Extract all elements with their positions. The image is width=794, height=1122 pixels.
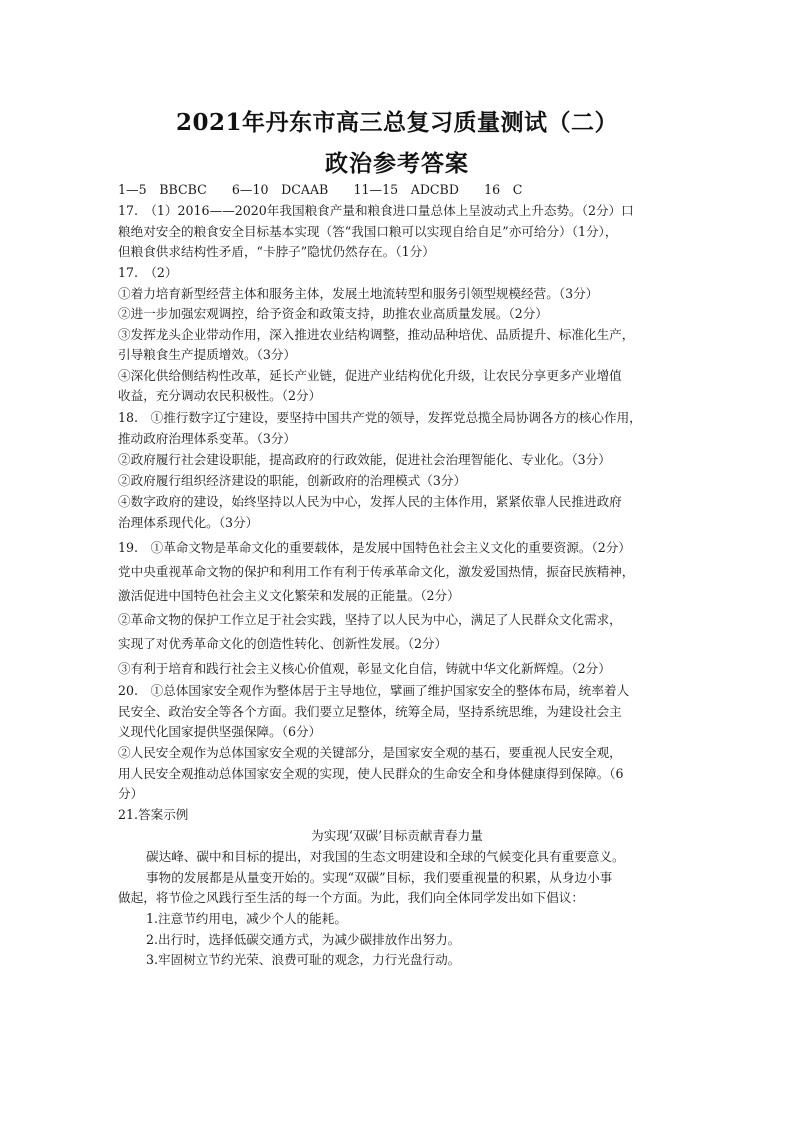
text-line: 21.答案示例 <box>118 807 189 822</box>
essay-item: 2.出行时，选择低碳交通方式，为减少碳排放作出努力。 <box>146 932 461 947</box>
text-line: 实现了对优秀革命文化的创造性转化、创新性发展。（2分） <box>118 636 448 651</box>
text-line: 但粮食供求结构性矛盾，“卡脖子”隐忧仍然存在。（1分） <box>118 244 435 259</box>
text-line: ②政府履行组织经济建设的职能，创新政府的治理模式（3分） <box>118 473 467 488</box>
text-line: 20. ①总体国家安全观作为整体居于主导地位，擘画了维护国家安全的整体布局，统率着人 <box>118 683 630 698</box>
text-line: 激活促进中国特色社会主义文化繁荣和发展的正能量。（2分） <box>118 588 460 603</box>
text-line: ②革命文物的保护工作立足于社会实践，坚持了以人民为中心，满足了人民群众文化需求， <box>118 612 622 627</box>
text-line: ③有利于培育和践行社会主义核心价值观，彰显文化自信，铸就中华文化新辉煌。（2分） <box>118 661 611 676</box>
text-line: 党中央重视革命文物的保护和利用工作有利于传承革命文化，激发爱国热情，振奋民族精神， <box>118 564 635 579</box>
essay-paragraph: 做起，将节俭之风践行至生活的每一个方面。为此，我们向全体同学发出如下倡议： <box>118 890 584 905</box>
text-line: 收益，充分调动农民积极性。（2分） <box>118 388 322 403</box>
choice-answers: 1—5 BBCBC 6—10 DCAAB 11—15 ADCBD 16 C <box>118 182 523 197</box>
text-line: 引导粮食生产提质增效。（3分） <box>118 347 297 362</box>
document-title: 2021年丹东市高三总复习质量测试（二） <box>175 109 618 136</box>
text-line: 17. （1）2016——2020年我国粮食产量和粮食进口量总体上呈波动式上升态势。（2分）口 <box>118 203 634 218</box>
text-line: ②人民安全观作为总体国家安全观的关键部分，是国家安全观的基石，要重视人民安全观， <box>118 745 622 760</box>
document-subtitle: 政治参考答案 <box>325 150 469 177</box>
text-line: 17. （2） <box>118 265 178 280</box>
text-line: ④数字政府的建设，始终坚持以人民为中心，发挥人民的主体作用，紧紧依靠人民推进政府 <box>118 494 622 509</box>
text-line: 分） <box>118 786 144 801</box>
text-line: ②进一步加强宏观调控，给予资金和政策支持，助推农业高质量发展。（2分） <box>118 306 548 321</box>
text-line: ②政府履行社会建设职能，提高政府的行政效能，促进社会治理智能化、专业化。（3分） <box>118 452 611 467</box>
text-line: 推动政府治理体系变革。（3分） <box>118 431 297 446</box>
text-line: ③发挥龙头企业带动作用，深入推进农业结构调整，推动品种培优、品质提升、标准化生产， <box>118 327 635 342</box>
text-line: 治理体系现代化。（3分） <box>118 515 259 530</box>
text-line: 18. ①推行数字辽宁建设，要坚持中国共产党的领导，发挥党总揽全局协调各方的核心作用， <box>118 410 642 425</box>
text-line: 民安全、政治安全等各个方面。我们要立足整体，统筹全局，坚持系统思维，为建设社会主 <box>118 704 622 719</box>
essay-item: 3.牢固树立节约光荣、浪费可耻的观念，力行光盘行动。 <box>146 952 461 967</box>
text-line: ①着力培育新型经营主体和服务主体，发展土地流转型和服务引领型规模经营。（3分） <box>118 286 599 301</box>
essay-paragraph: 碳达峰、碳中和目标的提出，对我国的生态文明建设和全球的气候变化具有重要意义。 <box>146 849 625 864</box>
essay-paragraph: 事物的发展都是从量变开始的。实现“双碳”目标，我们要重视量的积累，从身边小事 <box>146 870 613 885</box>
text-line: 19. ①革命文物是革命文化的重要载体，是发展中国特色社会主义文化的重要资源。（2分） <box>118 540 631 555</box>
text-line: ④深化供给侧结构性改革，延长产业链，促进产业结构优化升级，让农民分享更多产业增值 <box>118 368 622 383</box>
essay-title: 为实现‘双碳’目标贡献青春力量 <box>311 828 483 843</box>
essay-item: 1.注意节约用电，减少个人的能耗。 <box>146 911 347 926</box>
text-line: 义现代化国家提供坚强保障。（6分） <box>118 724 322 739</box>
text-line: 粮绝对安全的粮食安全目标基本实现（答“我国口粮可以实现自给自足”亦可给分）（1分）， <box>118 224 618 239</box>
text-line: 用人民安全观推动总体国家安全观的实现，使人民群众的生命安全和身体健康得到保障。（6 <box>118 766 624 781</box>
